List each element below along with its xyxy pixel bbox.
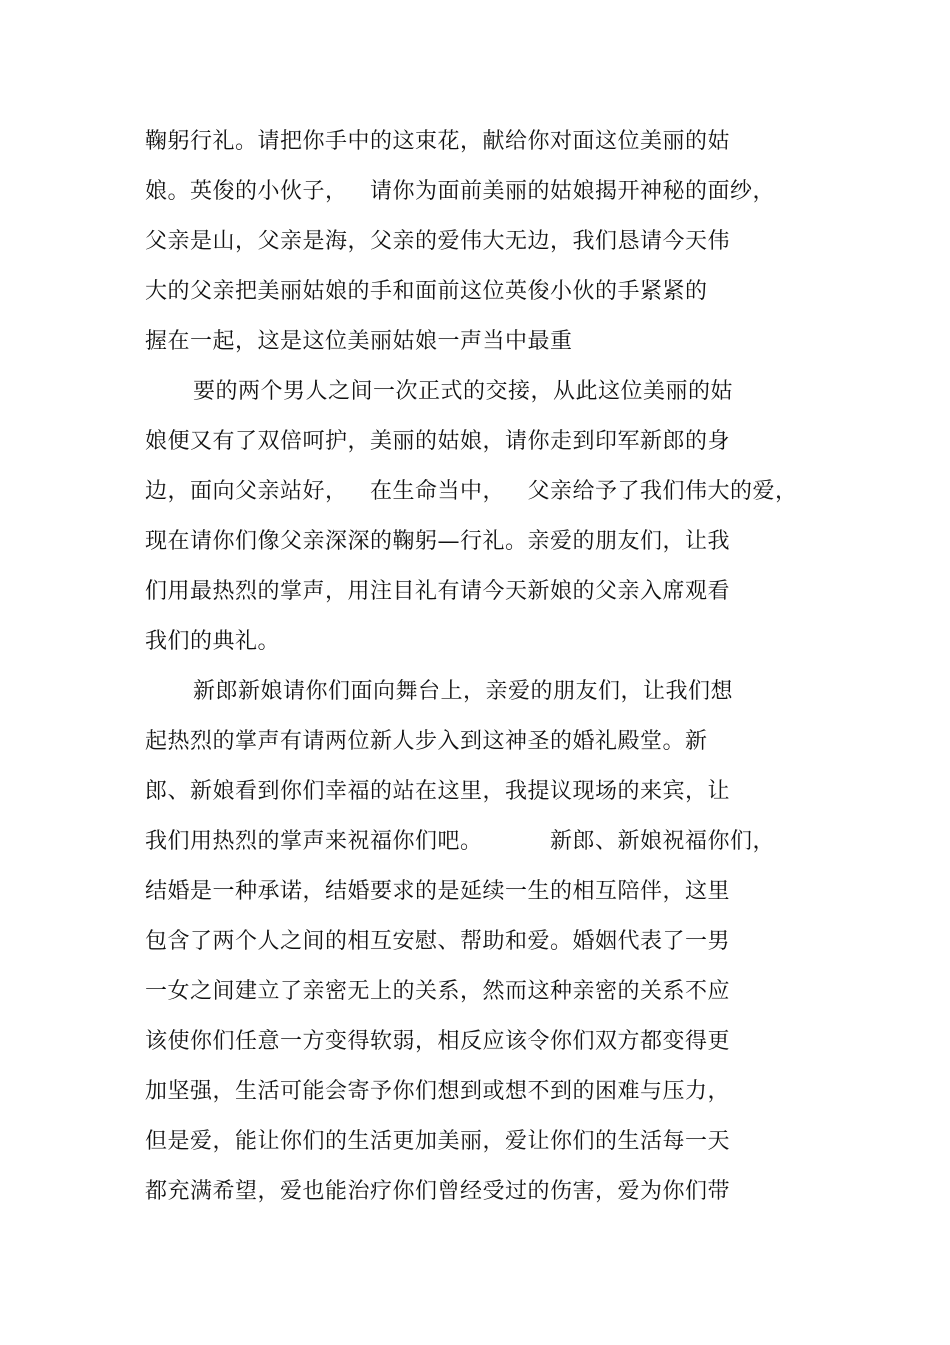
paragraph-start-line: 要的两个男人之间一次正式的交接，从此这位美丽的姑	[193, 379, 734, 404]
text-line: 我们的典礼。	[145, 629, 281, 654]
text-line: 我们用热烈的掌声来祝福你们吧。 新郎、新娘祝福你们，	[145, 829, 775, 854]
text-line: 鞠躬行礼。请把你手中的这束花，献给你对面这位美丽的姑	[145, 129, 731, 154]
text-line: 但是爱，能让你们的生活更加美丽，爱让你们的生活每一天	[145, 1129, 731, 1154]
text-line: 包含了两个人之间的相互安慰、帮助和爱。婚姻代表了一男	[145, 929, 731, 954]
text-line: 娘便又有了双倍呵护，美丽的姑娘，请你走到印军新郎的身	[145, 429, 731, 454]
text-line: 娘。英俊的小伙子， 请你为面前美丽的姑娘揭开神秘的面纱，	[145, 179, 775, 204]
text-line: 一女之间建立了亲密无上的关系，然而这种亲密的关系不应	[145, 979, 731, 1004]
text-line: 握在一起，这是这位美丽姑娘一声当中最重	[145, 329, 573, 354]
text-line: 都充满希望，爱也能治疗你们曾经受过的伤害，爱为你们带	[145, 1179, 731, 1204]
text-line: 加坚强，生活可能会寄予你们想到或想不到的困难与压力，	[145, 1079, 731, 1104]
text-line: 郎、新娘看到你们幸福的站在这里，我提议现场的来宾，让	[145, 779, 731, 804]
text-line: 该使你们任意一方变得软弱，相反应该令你们双方都变得更	[145, 1029, 731, 1054]
text-line: 大的父亲把美丽姑娘的手和面前这位英俊小伙的手紧紧的	[145, 279, 708, 304]
text-line: 父亲是山，父亲是海，父亲的爱伟大无边，我们恳请今天伟	[145, 229, 731, 254]
text-line: 边，面向父亲站好， 在生命当中， 父亲给予了我们伟大的爱，	[145, 479, 798, 504]
text-line: 们用最热烈的掌声，用注目礼有请今天新娘的父亲入席观看	[145, 579, 731, 604]
text-line: 结婚是一种承诺，结婚要求的是延续一生的相互陪伴，这里	[145, 879, 731, 904]
paragraph-start-line: 新郎新娘请你们面向舞台上，亲爱的朋友们，让我们想	[193, 679, 734, 704]
text-line: 起热烈的掌声有请两位新人步入到这神圣的婚礼殿堂。新	[145, 729, 708, 754]
text-line: 现在请你们像父亲深深的鞠躬—行礼。亲爱的朋友们，让我	[145, 529, 731, 554]
